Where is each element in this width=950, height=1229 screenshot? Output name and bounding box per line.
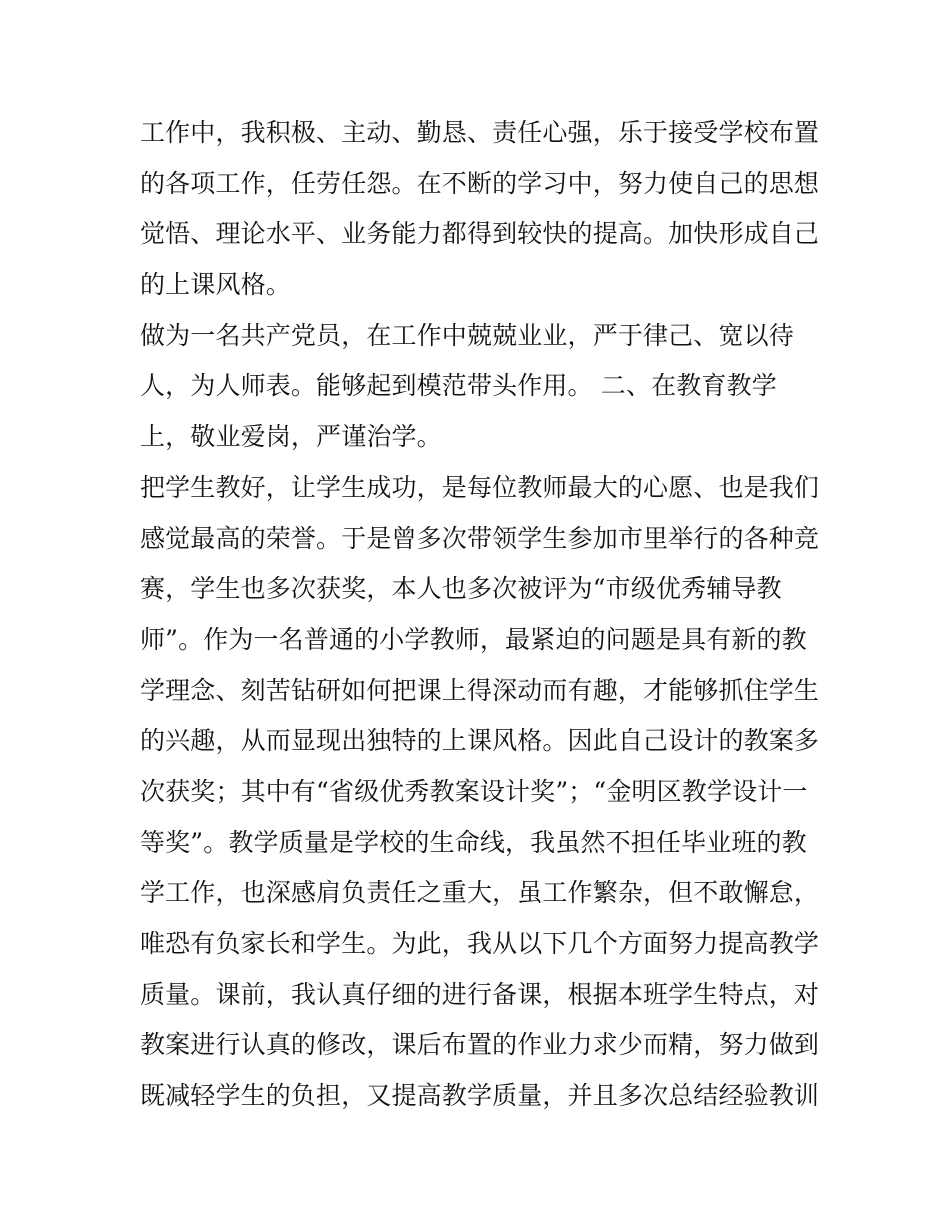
text-line: 人，为人师表。能够起到模范带头作用。 二、在教育教学	[140, 371, 777, 401]
text-line: 的兴趣，从而显现出独特的上课风格。因此自己设计的教案多	[140, 726, 820, 756]
text-line: 学工作，也深感肩负责任之重大，虽工作繁杂，但不敢懈怠，	[140, 878, 820, 908]
text-line: 唯恐有负家长和学生。为此，我从以下几个方面努力提高教学	[140, 929, 820, 958]
text-line: 等奖”。教学质量是学校的生命线，我虽然不担任毕业班的教	[140, 827, 807, 857]
text-line: 上，敬业爱岗，严谨治学。	[140, 422, 442, 452]
body-text	[140, 108, 820, 1122]
text-line: 赛，学生也多次获奖，本人也多次被评为“市级优秀辅导教	[140, 574, 782, 604]
text-line: 觉悟、理论水平、业务能力都得到较快的提高。加快形成自己	[140, 219, 820, 249]
text-line: 既减轻学生的负担，又提高教学质量，并且多次总结经验教训	[140, 1081, 820, 1111]
text-line: 感觉最高的荣誉。于是曾多次带领学生参加市里举行的各种竞	[140, 523, 820, 553]
text-line: 把学生教好，让学生成功，是每位教师最大的心愿、也是我们	[140, 472, 820, 502]
text-line: 的各项工作，任劳任怨。在不断的学习中，努力使自己的思想	[140, 168, 820, 198]
text-line: 的上课风格。	[140, 270, 291, 300]
text-line: 学理念、刻苦钻研如何把课上得深动而有趣，才能够抓住学生	[140, 675, 820, 705]
text-line: 师”。作为一名普通的小学教师，最紧迫的问题是具有新的教	[140, 624, 807, 654]
text-line: 做为一名共产党员，在工作中兢兢业业，严于律己、宽以待	[140, 320, 794, 350]
text-line: 质量。课前，我认真仔细的进行备课，根据本班学生特点，对	[140, 979, 820, 1009]
text-line: 工作中，我积极、主动、勤恳、责任心强，乐于接受学校布置	[140, 118, 820, 147]
text-line: 教案进行认真的修改，课后布置的作业力求少而精，努力做到	[140, 1030, 820, 1060]
text-line: 次获奖；其中有“省级优秀教案设计奖”；“金明区教学设计一	[140, 776, 808, 806]
